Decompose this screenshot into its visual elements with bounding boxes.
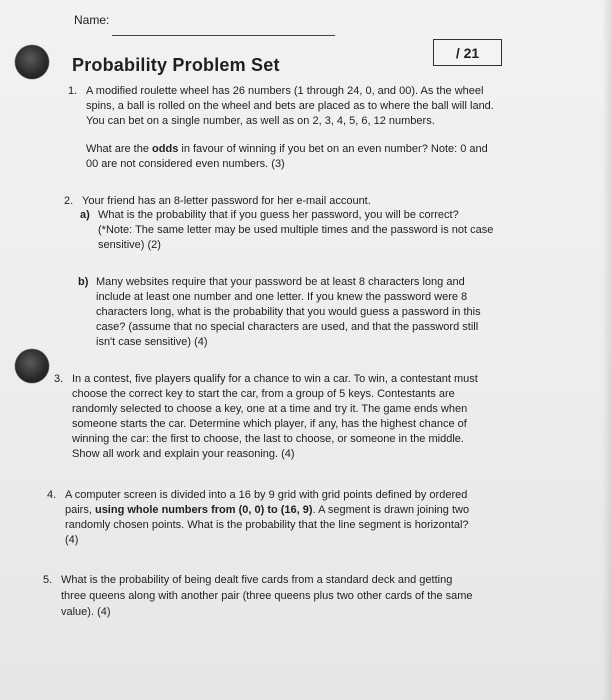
question-text: In a contest, five players qualify for a chance to win a car. To win, a contestant must [72,373,478,385]
question-text: What is the probability of being dealt five cards from a standard deck and getting [61,574,453,586]
part-b-text: Many websites require that your password be at least 8 characters long and [96,276,465,288]
part-b-text: case? (assume that no special characters are used, and that the password still [96,321,479,333]
question-text: three queens along with another pair (three queens plus two other cards of the same [61,590,473,602]
question-text: someone starts the car. Determine which player, if any, has the highest chance of [72,418,467,430]
name-line [112,35,335,36]
binder-hole-middle [15,349,49,383]
prompt-emphasis: odds [152,143,179,155]
question-text: spins, a ball is rolled on the wheel and bets are placed as to where the ball will land. [86,100,494,112]
question-text: A computer screen is divided into a 16 by 9 grid with grid points defined by ordered [65,489,468,501]
question-text: (4) [65,534,79,546]
part-b-label: b) [78,276,89,288]
page-edge-shadow [602,0,612,700]
part-b-text: isn't case sensitive) (4) [96,336,208,348]
question-text-part: pairs, [65,504,95,516]
question-prompt: 00 are not considered even numbers. (3) [86,158,285,170]
prompt-text: What are the [86,143,153,155]
question-text: Your friend has an 8-letter password for her e-mail account. [82,195,371,207]
question-number: 1. [68,85,78,97]
part-a-text: What is the probability that if you guess her password, you will be correct? [98,209,459,221]
question-text: Show all work and explain your reasoning. (4) [72,448,295,460]
question-text: choose the correct key to start the car, from a group of 5 keys. Contestants are [72,388,455,400]
question-text: A modified roulette wheel has 26 numbers (1 through 24, 0, and 00). As the wheel [86,85,484,97]
part-b-text: include at least one number and one letter. If you knew the password were 8 [96,291,468,303]
question-number: 4. [47,489,57,501]
binder-hole-top [15,45,49,79]
question-text: randomly chosen points. What is the probability that the line segment is horizontal? [65,519,469,531]
question-number: 2. [64,195,74,207]
part-a-text: (*Note: The same letter may be used multiple times and the password is not case [98,224,494,236]
question-number: 5. [43,574,53,586]
name-label: Name: [74,13,110,27]
part-a-text: sensitive) (2) [98,239,161,251]
question-text: You can bet on a single number, as well as on 2, 3, 4, 5, 6, 12 numbers. [86,115,435,127]
question-text: randomly selected to choose a key, one at a time and try it. The game ends when [72,403,468,415]
question-number: 3. [54,373,64,385]
prompt-text: in favour of winning if you bet on an even number? Note: 0 and [178,143,488,155]
question-text-part: . A segment is drawn joining two [312,504,470,516]
question-text: value). (4) [61,606,111,618]
question-text [65,504,469,517]
question-emphasis: using whole numbers from (0, 0) to (16, 9) [94,504,313,516]
score-box: / 21 [433,39,502,66]
question-text: winning the car: the first to choose, the last to choose, or someone in the middle. [72,433,464,445]
page-title: Probability Problem Set [72,55,280,75]
question-prompt [86,143,488,156]
part-a-label: a) [80,209,90,221]
part-b-text: characters long, what is the probability that you would guess a password in this [96,306,481,318]
